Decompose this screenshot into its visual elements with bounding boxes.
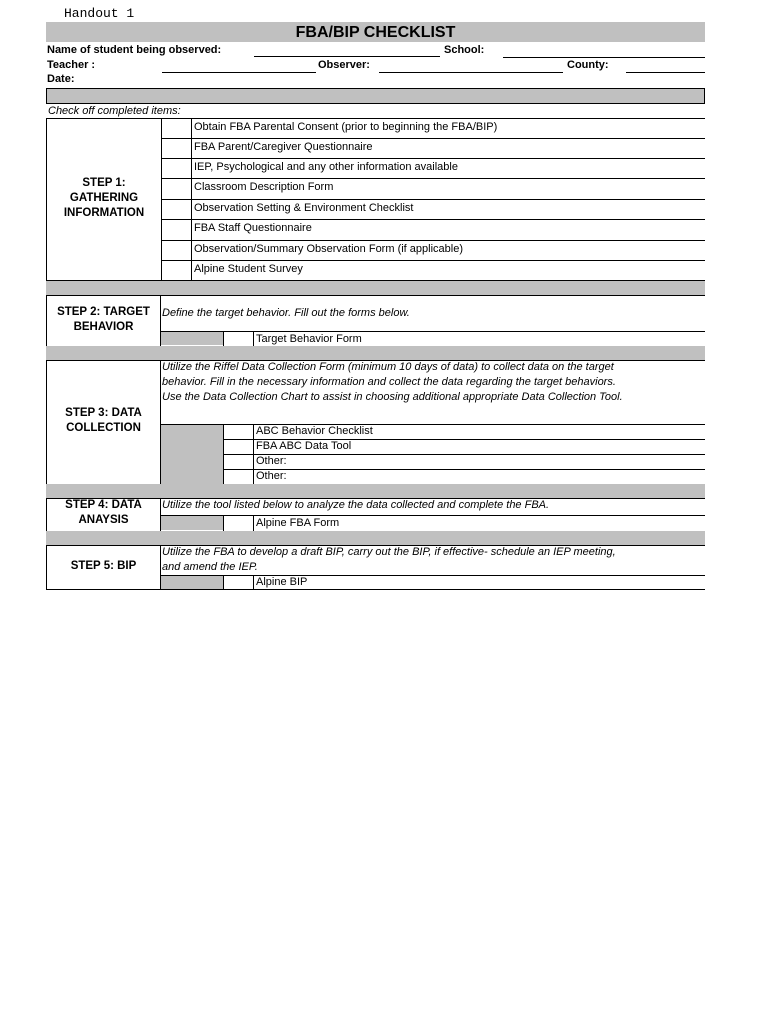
step1-checkbox[interactable] xyxy=(162,119,190,137)
step4-check-divider-a xyxy=(223,515,224,531)
step-separator-1 xyxy=(46,281,705,295)
step3-item-label: FBA ABC Data Tool xyxy=(256,440,352,452)
header-divider-bar xyxy=(46,88,705,104)
step1-checkbox[interactable] xyxy=(162,241,190,259)
step3-desc-line-3: Use the Data Collection Chart to assist in choosing additional appropriate Data Collection Tool. xyxy=(162,391,623,403)
teacher-field[interactable] xyxy=(162,72,316,73)
step1-row-line xyxy=(161,199,705,200)
step1-checkbox[interactable] xyxy=(162,139,190,157)
county-field[interactable] xyxy=(626,72,705,73)
step3-desc-line-2: behavior. Fill in the necessary information and collect the data regarding the target behaviors. xyxy=(162,376,616,388)
step3-row-line xyxy=(223,469,705,470)
county-label: County: xyxy=(567,59,609,71)
step3-title: STEP 3: DATA COLLECTION xyxy=(65,407,142,434)
teacher-label: Teacher : xyxy=(47,59,96,71)
step1-item-label: IEP, Psychological and any other information available xyxy=(194,161,458,173)
student-name-field[interactable] xyxy=(254,56,440,57)
step4-item-label: Alpine FBA Form xyxy=(256,517,340,529)
step3-item-label: ABC Behavior Checklist xyxy=(256,425,373,437)
step1-item-label: Obtain FBA Parental Consent (prior to beginning the FBA/BIP) xyxy=(194,121,498,133)
step3-checkbox[interactable] xyxy=(224,455,252,468)
step3-desc-line-1: Utilize the Riffel Data Collection Form (minimum 10 days of data) to collect data on the target xyxy=(162,361,614,373)
step1-title: STEP 1: GATHERING INFORMATION xyxy=(63,177,145,219)
step5-shaded-cell xyxy=(161,576,223,589)
step1-checkbox[interactable] xyxy=(162,261,190,279)
step1-row-line xyxy=(161,260,705,261)
step2-shaded-cell xyxy=(161,332,223,345)
step2-check-divider-a xyxy=(223,331,224,346)
step1-checkbox[interactable] xyxy=(162,159,190,177)
step1-item-label: Classroom Description Form xyxy=(194,181,334,193)
observer-field[interactable] xyxy=(379,72,563,73)
step1-item-label: FBA Parent/Caregiver Questionnaire xyxy=(194,141,373,153)
step5-title: STEP 5: BIP xyxy=(70,560,137,572)
instructions-text: Check off completed items: xyxy=(48,105,181,117)
step3-checkbox[interactable] xyxy=(224,425,252,438)
step5-desc-line-1: Utilize the FBA to develop a draft BIP, carry out the BIP, if effective- schedule an IEP meeting, xyxy=(162,546,616,558)
step5-desc-line-2: and amend the IEP. xyxy=(162,561,258,573)
step3-checkbox[interactable] xyxy=(224,470,252,483)
student-name-label: Name of student being observed: xyxy=(47,44,222,56)
step1-checkbox[interactable] xyxy=(162,179,190,197)
step1-row-line xyxy=(161,118,705,119)
step1-row-line xyxy=(161,178,705,179)
step-separator-3 xyxy=(46,484,705,498)
step1-row-line xyxy=(161,240,705,241)
handout-label: Handout 1 xyxy=(64,6,135,21)
step3-item-label: Other: xyxy=(256,455,287,467)
step4-description: Utilize the tool listed below to analyze the data collected and complete the FBA. xyxy=(162,499,550,511)
step3-checkbox[interactable] xyxy=(224,440,252,453)
step2-top-border xyxy=(46,295,705,296)
step5-check-divider-b xyxy=(253,575,254,590)
step2-check-divider-b xyxy=(253,331,254,346)
step5-bottom-border xyxy=(46,589,705,590)
step4-check-divider-b xyxy=(253,515,254,531)
step5-check-divider-a xyxy=(223,575,224,590)
step5-item-label: Alpine BIP xyxy=(256,576,308,588)
step1-row-line xyxy=(161,158,705,159)
school-field[interactable] xyxy=(503,57,705,58)
step4-row-line xyxy=(161,515,705,516)
step-separator-4 xyxy=(46,531,705,545)
step1-item-label: FBA Staff Questionnaire xyxy=(194,222,312,234)
step4-title: STEP 4: DATA ANAYSIS xyxy=(65,499,142,526)
step5-row-line xyxy=(161,575,705,576)
step1-row-line xyxy=(161,219,705,220)
step2-description: Define the target behavior. Fill out the forms below. xyxy=(162,307,410,319)
step2-row-line xyxy=(161,331,705,332)
observer-label: Observer: xyxy=(318,59,370,71)
step1-checkbox[interactable] xyxy=(162,220,190,238)
step3-shaded-cell xyxy=(161,425,223,484)
step4-shaded-cell xyxy=(161,516,223,530)
step1-top-border xyxy=(46,118,162,119)
page-title: FBA/BIP CHECKLIST xyxy=(46,22,705,42)
step-separator-2 xyxy=(46,346,705,360)
date-label: Date: xyxy=(47,73,75,85)
step1-item-label: Observation/Summary Observation Form (if applicable) xyxy=(194,243,463,255)
step3-item-label: Other: xyxy=(256,470,287,482)
step2-item-label: Target Behavior Form xyxy=(256,333,362,345)
step1-row-line xyxy=(161,138,705,139)
step2-title: STEP 2: TARGET BEHAVIOR xyxy=(57,306,150,333)
step3-row-line xyxy=(223,454,705,455)
step1-item-label: Observation Setting & Environment Checklist xyxy=(194,202,414,214)
step1-item-label: Alpine Student Survey xyxy=(194,263,303,275)
school-label: School: xyxy=(444,44,485,56)
step1-checkbox[interactable] xyxy=(162,200,190,218)
